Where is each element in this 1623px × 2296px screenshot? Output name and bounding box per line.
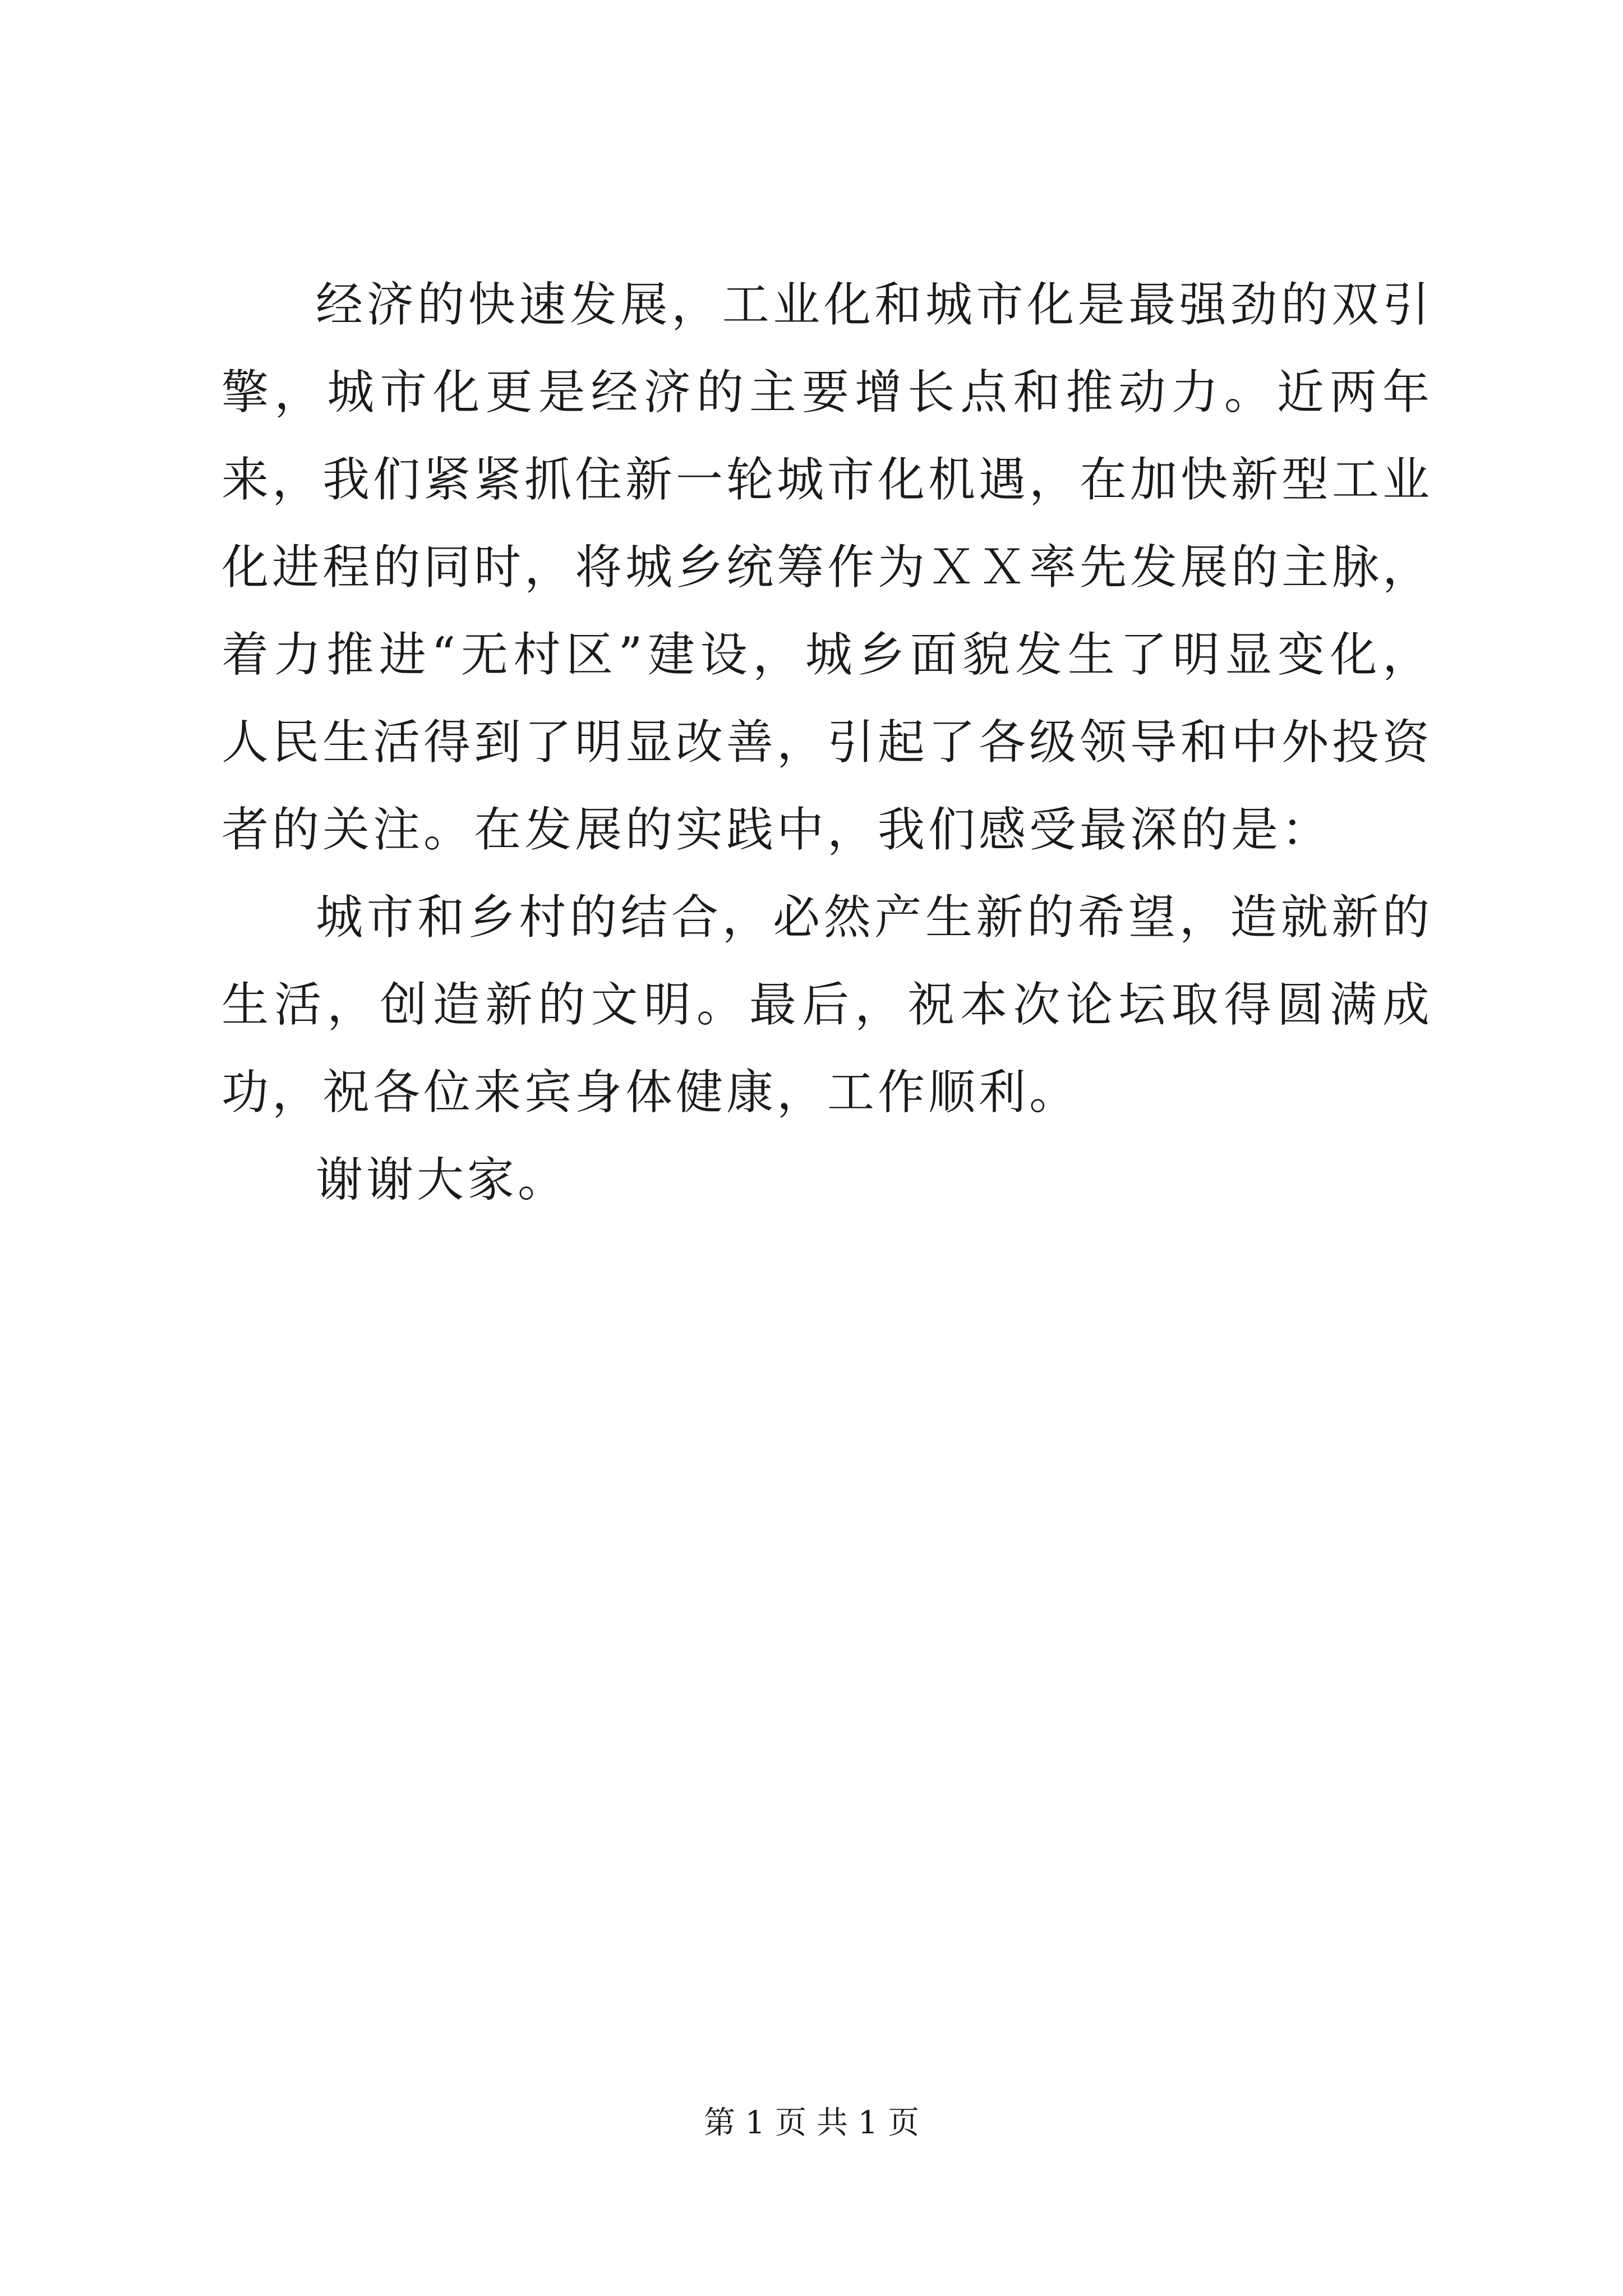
paragraph-3: 谢谢大家。 (316, 1152, 569, 1207)
page-footer: 第 1 页 共 1 页 (703, 2105, 920, 2141)
paragraph-2: 城市和乡村的结合，必然产生新的希望，造就新的生活，创造新的文明。最后，祝本次论坛取得圆满成功，祝各位来宾身体健康，工作顺利。 (222, 890, 1433, 1120)
document-body (222, 261, 1433, 1223)
paragraph-1: 经济的快速发展，工业化和城市化是最强劲的双引擎，城市化更是经济的主要增长点和推动力。近两年来，我们紧紧抓住新一轮城市化机遇，在加快新型工业化进程的同时，将城乡统筹作为ＸＸ率先发展的主脉，着力推进“无村区”建设，城乡面貌发生了明显变化，人民生活得到了明显改善，引起了各级领导和中外投资者的关注。在发展的实践中，我们感受最深的是： (222, 277, 1433, 857)
